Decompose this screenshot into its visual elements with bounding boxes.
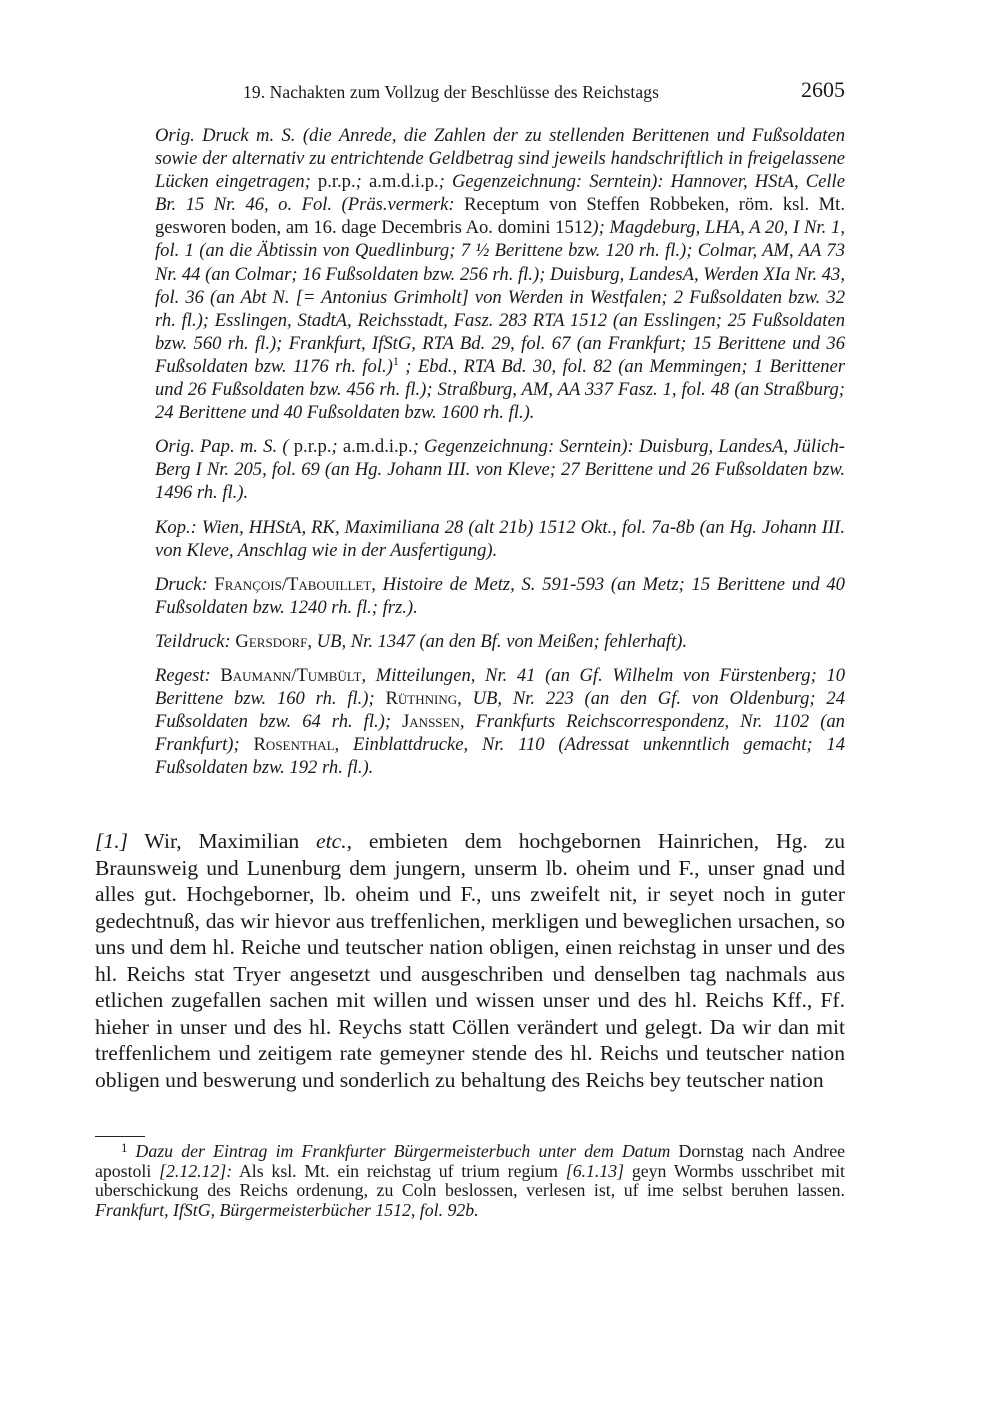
paragraph-marker: [1.] (95, 829, 129, 853)
apparatus-text: , Frankfurts Reichscorrespondenz, Nr. 1102 (an Frankfurt); (155, 711, 845, 756)
footnote-quote: geyn Wormbs usschribet mit uberschickung des Reichs ordenung, zu Coln beslossen, verlesen ist, uf ime selbst beruhen lassen. (95, 1160, 845, 1201)
author-name: Rüthning (385, 688, 458, 710)
apparatus-text: ); Magdeburg, LHA, A 20, I Nr. 1, fol. 1 (an die Äbtissin von Quedlinburg; 7 ½ Berittene bzw. 120 rh. fl.); Colmar, AM, AA 73 Nr. 44 (an Colmar; 16 Fußsoldaten bzw. 256 rh. fl.); Duisburg, LandesA, Werden XIa Nr. 43, fol. 36 (an Abt N. [= Antonius Grimholt] von Werden in Westfalen; 2 Fußsoldaten bzw. 32 rh. fl.); Esslingen, StadtA, Reichsstadt, Fasz. 283 RTA 1512 (an Esslingen; 25 Fußsoldaten bzw. 560 rh. fl.); Frankfurt, IfStG, RTA Bd. 29, fol. 67 (an Frankfurt; 15 Berittene und 36 Fußsoldaten bzw. 1176 rh. fol.) (155, 217, 845, 377)
page-header (95, 77, 845, 110)
main-paragraph (95, 828, 845, 1093)
apparatus-text: ; (331, 436, 343, 458)
footnote-quote: Dornstag nach Andree apostoli (95, 1141, 845, 1181)
apparatus-entry-kop: Kop.: Wien, HHStA, RK, Maximiliana 28 (alt 21b) 1512 Okt., fol. 7a-8b (an Hg. Johann III. von Kleve, Anschlag wie in der Ausfertigung). (155, 516, 845, 561)
author-name: Gersdorf (235, 630, 308, 652)
author-name: Rosenthal (253, 734, 335, 756)
apparatus-text: , Histoire de Metz, S. 591-593 (an Metz; 15 Berittene und 40 Fußsoldaten bzw. 1240 rh. fl.; frz.). (155, 573, 845, 618)
apparatus-text: ; Ebd., RTA Bd. 30, fol. 82 (an Memmingen; 1 Berittener und 26 Fußsoldaten bzw. 456 rh. fl.); Straßburg, AM, AA 337 Fasz. 1, fol. 48 (an Straßburg; 24 Berittene und 40 Fußsoldaten bzw. 1600 rh. fl.). (155, 355, 845, 424)
footnote-separator (95, 1136, 145, 1137)
apparatus-text: Orig. Pap. m. S. ( (155, 436, 289, 458)
apparatus-text: ; (355, 171, 369, 193)
body-text: Wir, Maximilian (128, 829, 317, 853)
apparatus-text: , UB, Nr. 223 (an den Gf. von Oldenburg; 24 Fußsoldaten bzw. 64 rh. fl.); (155, 688, 845, 733)
apparatus-text: , UB, Nr. 1347 (an den Bf. von Meißen; fehlerhaft). (307, 630, 688, 652)
apparatus-text: , Mitteilungen, Nr. 41 (an Gf. Wilhelm von Fürstenberg; 10 Berittene bzw. 160 rh. fl.); (155, 664, 845, 710)
body-text: , embieten dem hochgebornen Hainrichen, Hg. zu Braunsweig und Lunenburg dem jungern, unserm lb. oheim und F., unser gnad und alles gut. Hochgeborner, lb. oheim und F., uns zweifelt nit, ir seyet noch in guter gedechtnuß, das wir hievor aus treffenlichen, merkligen und beweglichen ursachen, so uns und dem hl. Reiche und teutscher nation obligen, einen reichstag in unser und des hl. Reichs stat Tryer angesetzt und ausgeschriben und denselben tag nachmals aus etlichen zugefallen sachen mit willen und wissen unser und des hl. Reichs Kff., Ff. hieher in unser und des hl. Reychs statt Cöllen verändert und gelegt. Da wir dan mit treffenlichem und zeitigem rate gemeyner stende des hl. Reichs und teutscher nation obligen und beswerung und sonderlich zu behaltung des Reichs bey teutscher nation (95, 829, 845, 1092)
apparatus-entry-orig-druck (155, 124, 845, 424)
abbrev-amdip: a.m.d.i.p. (368, 171, 439, 193)
source-apparatus (155, 124, 845, 790)
apparatus-entry-druck (155, 573, 845, 619)
footnote-date: [6.1.13] (565, 1160, 625, 1181)
apparatus-label: Teildruck: (155, 630, 236, 652)
apparatus-text: ; Gegenzeichnung: Serntein): Hannover, HStA, Celle Br. 15 Nr. 46, o. Fol. (Präs.vermerk: (155, 171, 845, 216)
apparatus-entry-regest (155, 664, 845, 779)
footnote-text: Dazu der Eintrag im Frankfurter Bürgermeisterbuch unter dem Datum (135, 1141, 671, 1161)
apparatus-text: ; Gegenzeichnung: Serntein): Duisburg, LandesA, Jülich-Berg I Nr. 205, fol. 69 (an Hg. Johann III. von Kleve; 27 Berittene und 26 Fußsoldaten bzw. 1496 rh. fl.). (155, 436, 845, 504)
abbrev-prp: p.r.p. (288, 436, 332, 458)
main-text (95, 828, 845, 1093)
apparatus-text: , Einblattdrucke, Nr. 110 (Adressat unkenntlich gemacht; 14 Fußsoldaten bzw. 192 rh. fl.). (155, 734, 845, 779)
author-name: Baumann/Tumbült (220, 664, 362, 686)
apparatus-label: Druck: (155, 573, 215, 595)
apparatus-label: Regest: (155, 664, 221, 686)
author-name: Janssen (402, 711, 460, 733)
apparatus-entry-orig-pap (155, 435, 845, 504)
running-title: 19. Nachakten zum Vollzug der Beschlüsse des Reichstags (243, 82, 660, 102)
apparatus-entry-teildruck (155, 630, 845, 653)
footnotes (95, 1142, 845, 1220)
footnote-quote: Als ksl. Mt. ein reichstag uf trium regium (232, 1160, 566, 1181)
footnote-1 (95, 1142, 845, 1220)
abbrev-amdip: a.m.d.i.p. (342, 436, 413, 458)
footnote-reference: 1 (392, 353, 399, 368)
body-text-italic: etc. (316, 829, 347, 853)
footnote-source: Frankfurt, IfStG, Bürgermeisterbücher 1512, fol. 92b. (95, 1199, 479, 1220)
presentation-note: Receptum von Steffen Robbeken, röm. ksl. Mt. gesworen boden, am 16. dage Decembris Ao. domini 1512 (155, 194, 845, 239)
abbrev-prp: p.r.p. (310, 171, 356, 193)
footnote-number: 1 (121, 1140, 128, 1155)
footnote-date: [2.12.12]: (159, 1160, 233, 1181)
author-name: François/Tabouillet (214, 573, 372, 595)
page-number: 2605 (801, 77, 845, 102)
apparatus-text: Orig. Druck m. S. (die Anrede, die Zahlen der zu stellenden Berittenen und Fußsoldaten sowie der alternativ zu entrichtende Geldbetrag sind jeweils handschriftlich in freigelassene Lücken eingetragen; (155, 125, 845, 193)
